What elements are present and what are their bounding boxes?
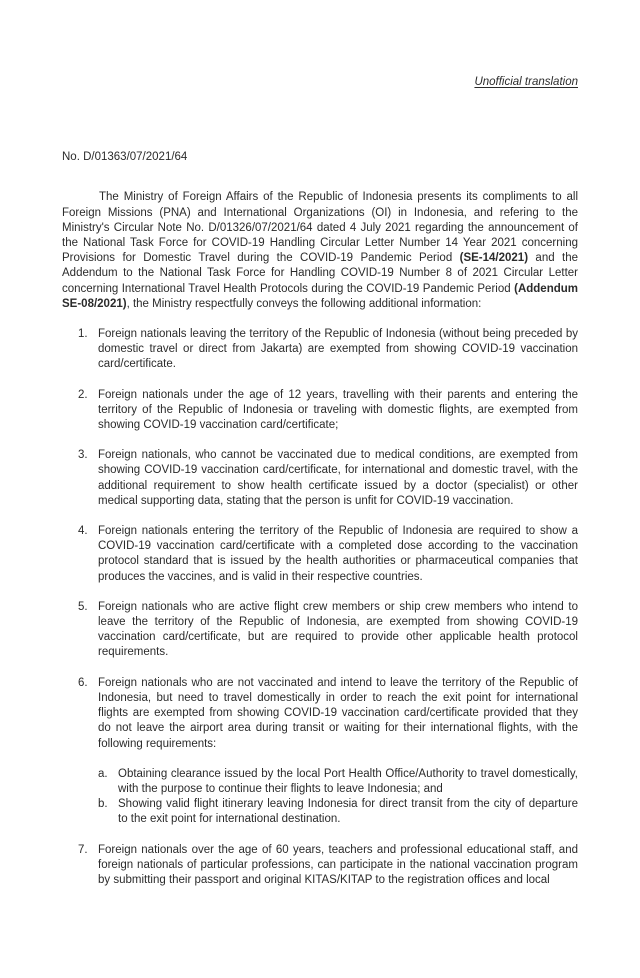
sub-item-text: Showing valid flight itinerary leaving Indonesia for direct transit from the city of departure to the exit point for international destination.	[118, 798, 578, 826]
list-item-text: Foreign nationals over the age of 60 years, teachers and professional educational staff, and foreign nationals of particular professions, can participate in the national vaccination program by submitting their passport and original KITAS/KITAP to the registration offices and local	[98, 843, 578, 886]
intro-segment: and the Addendum to the National Task Force for Handling COVID-19 Number 8 of 2021 Circular Letter concerning International Travel Health Protocols during the COVID-19 Pandemic Period	[62, 252, 578, 295]
list-item-marker: 1.	[78, 328, 88, 341]
list-item-5	[62, 600, 578, 661]
list-item-marker: 6.	[78, 676, 88, 689]
sub-item-a	[98, 767, 578, 797]
list-item-marker: 5.	[78, 600, 88, 613]
intro-paragraph	[62, 190, 578, 312]
intro-segment: The Ministry of Foreign Affairs of the Republic of Indonesia presents its compliments to all Foreign Missions (PNA) and International Organizations (OI) in Indonesia, and refering to the Ministry's Circular Note No. D/01326/07/2021/64 dated 4 July 2021 regarding the announcement of the National Task Force for COVID-19 Handling Circular Letter Number 14 Year 2021 concerning Provisions for Domestic Travel during the COVID-19 Pandemic Period	[62, 191, 578, 265]
numbered-list	[62, 327, 578, 888]
list-item-marker: 2.	[78, 388, 88, 401]
sub-item-text: Obtaining clearance issued by the local Port Health Office/Authority to travel domestically, with the purpose to continue their flights to leave Indonesia; and	[118, 767, 578, 795]
unofficial-translation-label: Unofficial translation	[474, 76, 578, 88]
list-item-7	[62, 843, 578, 889]
list-item-text: Foreign nationals who are active flight crew members or ship crew members who intend to leave the territory of the Republic of Indonesia, are exempted from showing COVID-19 vaccination card/certificate, but are required to provide other applicable health protocol requirements.	[98, 600, 578, 659]
sub-item-marker: a.	[98, 767, 108, 780]
sub-item-b	[98, 797, 578, 827]
list-item-1	[62, 327, 578, 373]
list-item-6	[62, 676, 578, 828]
list-item-text: Foreign nationals who are not vaccinated and intend to leave the territory of the Republic of Indonesia, but need to travel domestically in order to reach the exit point for international flights are exempted from showing COVID-19 vaccination card/certificate provided that they do not leave the airport area during transit or waiting for their international flights, with the following requirements:	[98, 676, 578, 750]
list-item-text: Foreign nationals leaving the territory of the Republic of Indonesia (without being preceded by domestic travel or direct from Jakarta) are exempted from showing COVID-19 vaccination card/certificate.	[98, 328, 578, 371]
list-item-3	[62, 448, 578, 509]
reference-number: No. D/01363/07/2021/64	[62, 151, 188, 164]
list-item-4	[62, 524, 578, 585]
intro-segment: , the Ministry respectfully conveys the following additional information:	[126, 297, 482, 310]
list-item-text: Foreign nationals, who cannot be vaccinated due to medical conditions, are exempted from showing COVID-19 vaccination card/certificate, for international and domestic travel, with the additional requirement to show health certificate issued by a doctor (specialist) or other medical supporting data, stating that the person is unfit for COVID-19 vaccination.	[98, 449, 578, 507]
intro-segment-bold-se14: (SE-14/2021)	[459, 252, 529, 265]
list-item-text: Foreign nationals under the age of 12 years, travelling with their parents and entering the territory of the Republic of Indonesia or traveling with domestic flights, are exempted from showing COVID-19 vaccination card/certificate;	[98, 388, 578, 432]
list-item-marker: 3.	[78, 449, 88, 462]
list-item-text: Foreign nationals entering the territory of the Republic of Indonesia are required to show a COVID-19 vaccination card/certificate with a completed dose according to the vaccination protocol standard that is issued by the health authorities or pharmaceutical companies that produces the vaccines, and is valid in their respective countries.	[98, 525, 578, 583]
list-item-2	[62, 388, 578, 434]
sub-item-marker: b.	[98, 798, 108, 811]
sub-list	[98, 767, 578, 828]
list-item-marker: 4.	[78, 525, 88, 538]
intro-segment-bold-addendum-se08: (Addendum SE-08/2021)	[62, 282, 578, 310]
list-item-marker: 7.	[78, 843, 88, 856]
